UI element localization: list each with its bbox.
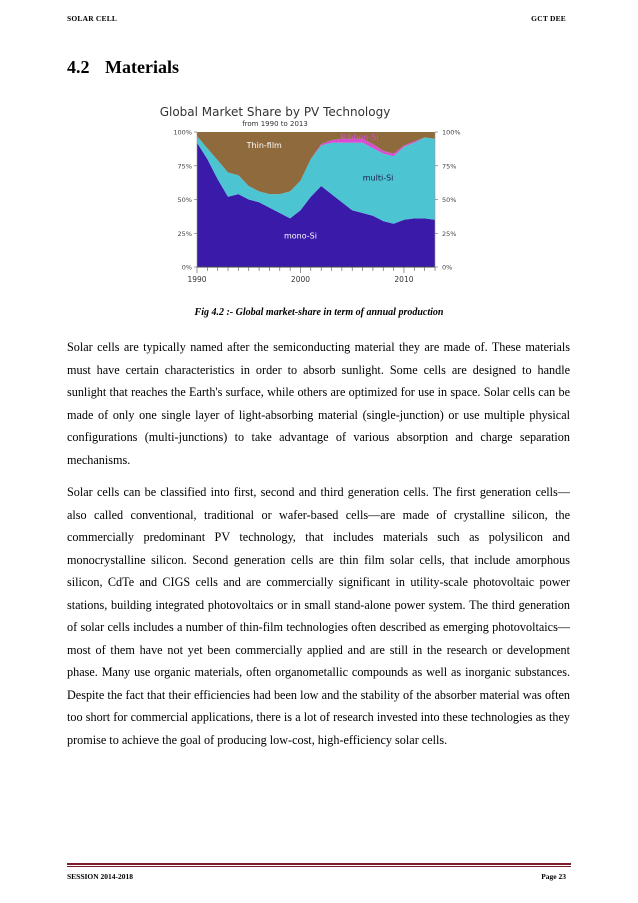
series-label-mono-si: mono-Si [283,231,317,241]
footer-rule-thin [67,866,571,867]
y-tick-label-right: 0% [442,263,453,272]
footer-rule [67,863,571,865]
x-tick-label: 2010 [394,275,414,284]
header-department: GCT DEE [531,14,566,23]
y-tick-label-right: 100% [442,128,461,137]
figure-caption: Fig 4.2 :- Global market-share in term of annual production [194,307,444,318]
x-tick-label: 1990 [187,275,207,284]
paragraph-2: Solar cells can be classified into first, second and third generation cells. The first generation cells—also called conventional, traditional or wafer-based cells—are made of crystalline silicon, the commercially predominant PV technology, that includes materials such as polysilicon and monocrystalline silicon. Second generation cells are thin film solar cells, that include amorphous silicon, CdTe and CIGS cells and are commercially significant in utility-scale photovoltaic power stations, building integrated photovoltaics or in small stand-alone power system. The third generation of solar cells includes a number of thin-film technologies often described as emerging photovoltaics—most of them have not yet been commercially applied and are still in the research or development phase. Many use organic materials, often organometallic compounds as well as inorganic substances. Despite the fact that their efficiencies had been low and the stability of the absorber material was often too short for commercial applications, there is a lot of research invested into these technologies as they promise to achieve the goal of producing low-cost, high-efficiency solar cells. [67,485,570,747]
series-label-thin-film: Thin-film [246,141,282,151]
footer-page-number: Page 23 [541,872,566,881]
chart-svg [160,100,470,290]
series-label-multi-si: multi-Si [362,173,394,183]
market-share-chart [160,100,470,290]
series-label-ribbon-si: Ribbon-Si [340,133,379,143]
section-heading [67,57,179,78]
header-title: SOLAR CELL [67,14,118,23]
y-tick-label-left: 100% [173,128,192,137]
y-tick-label-right: 50% [442,196,457,204]
y-tick-label-left: 75% [177,162,192,171]
chart-subtitle: from 1990 to 2013 [242,120,308,128]
y-tick-label-left: 25% [177,229,192,238]
chart-title: Global Market Share by PV Technology [160,105,391,119]
x-tick-label: 2000 [290,275,311,284]
y-tick-label-right: 75% [442,162,457,171]
paragraph-1: Solar cells are typically named after the semiconducting material they are made of. These materials must have certain characteristics in order to absorb sunlight. Some cells are designed to handle sunlight that reaches the Earth's surface, while others are optimized for use in space. Solar cells can be made of only one single layer of light-absorbing material (single-junction) or use multiple physical configurations (multi-junctions) to take advantage of various absorption and charge separation mechanisms. [67,340,570,467]
section-title: Materials [105,57,179,77]
section-number: 4.2 [67,57,90,77]
y-tick-label-left: 0% [181,263,192,272]
y-tick-label-right: 25% [442,229,457,238]
footer-session: SESSION 2014-2018 [67,872,134,881]
y-tick-label-left: 50% [177,196,192,204]
